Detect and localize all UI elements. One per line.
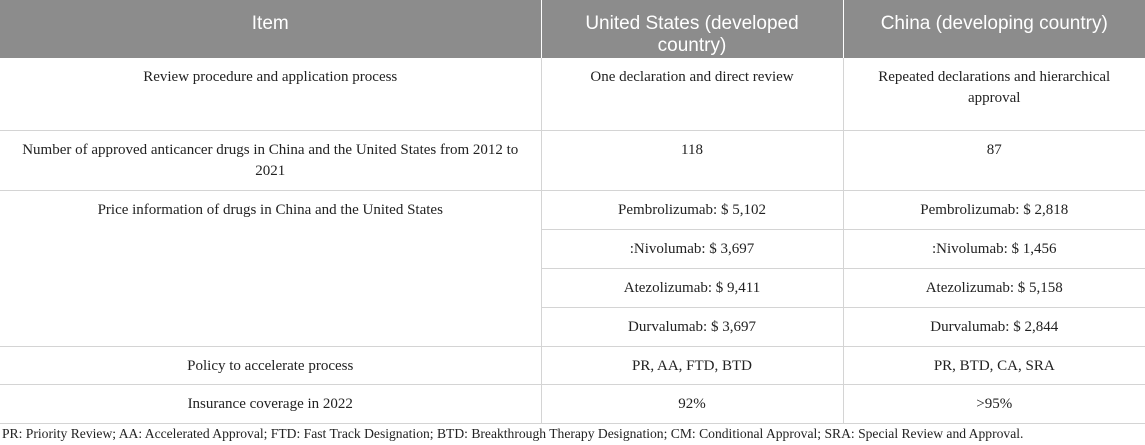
header-item: Item: [0, 0, 541, 58]
price-china-cell: Pembrolizumab: $ 2,818: [843, 190, 1145, 229]
table-footnote: PR: Priority Review; AA: Accelerated Approval; FTD: Fast Track Designation; BTD: Breakthrough Therapy Designation; CM: Conditional Approval; SRA: Special Review and Approval.: [2, 426, 1024, 441]
table-row-review: [0, 58, 1145, 130]
header-united-states: United States (developed country): [541, 0, 843, 58]
review-item-cell: Review procedure and application process: [0, 58, 541, 130]
price-item-cell: Price information of drugs in China and the United States: [0, 190, 541, 346]
table-row-policy: [0, 346, 1145, 384]
price-us-cell: Durvalumab: $ 3,697: [541, 307, 843, 346]
table-row-price-pembrolizumab: [0, 190, 1145, 229]
price-china-cell: Atezolizumab: $ 5,158: [843, 268, 1145, 307]
count-item-cell: Number of approved anticancer drugs in China and the United States from 2012 to 2021: [0, 130, 541, 190]
review-us-cell: One declaration and direct review: [541, 58, 843, 130]
count-china-cell: 87: [843, 130, 1145, 190]
table-header: [0, 0, 1145, 58]
count-us-cell: 118: [541, 130, 843, 190]
price-us-cell: :Nivolumab: $ 3,697: [541, 229, 843, 268]
insurance-china-cell: >95%: [843, 384, 1145, 423]
price-us-cell: Atezolizumab: $ 9,411: [541, 268, 843, 307]
table-row-insurance: [0, 384, 1145, 423]
insurance-item-cell: Insurance coverage in 2022: [0, 384, 541, 423]
policy-china-cell: PR, BTD, CA, SRA: [843, 346, 1145, 384]
table-row-approved-count: [0, 130, 1145, 190]
policy-us-cell: PR, AA, FTD, BTD: [541, 346, 843, 384]
price-us-cell: Pembrolizumab: $ 5,102: [541, 190, 843, 229]
price-china-cell: Durvalumab: $ 2,844: [843, 307, 1145, 346]
insurance-us-cell: 92%: [541, 384, 843, 423]
review-china-cell: Repeated declarations and hierarchical approval: [843, 58, 1145, 130]
policy-item-cell: Policy to accelerate process: [0, 346, 541, 384]
header-china: China (developing country): [843, 0, 1145, 58]
price-china-cell: :Nivolumab: $ 1,456: [843, 229, 1145, 268]
table-body: [0, 58, 1145, 423]
header-row: [0, 0, 1145, 58]
